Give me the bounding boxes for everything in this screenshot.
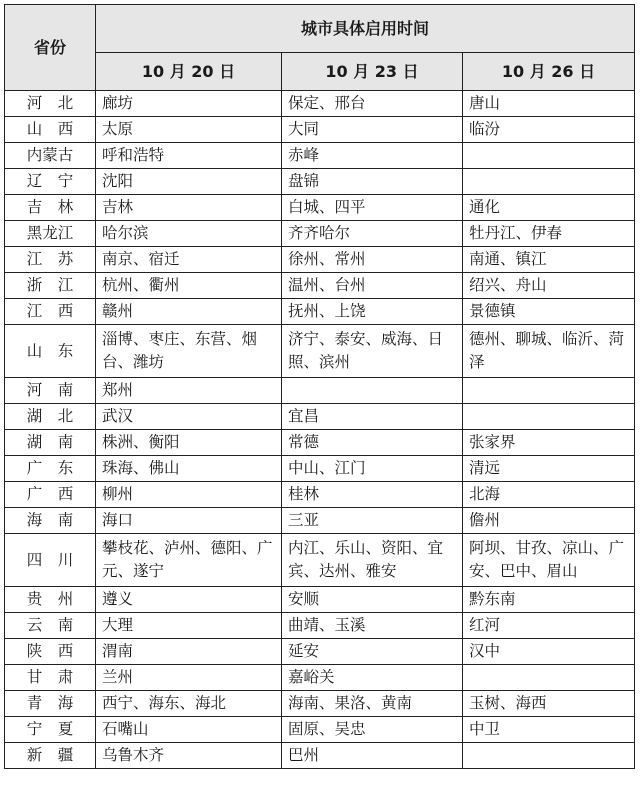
oct26-cell: 临汾 [463,117,635,143]
oct26-cell [463,743,635,769]
oct20-cell: 南京、宿迁 [96,247,282,273]
oct26-cell: 通化 [463,195,635,221]
header-date-3: 10 月 26 日 [463,53,635,91]
oct26-cell [463,665,635,691]
oct20-cell: 珠海、佛山 [96,456,282,482]
oct20-cell: 攀枝花、泸州、德阳、广元、遂宁 [96,534,282,587]
table-row [5,91,635,117]
province-cell: 山 东 [5,325,96,378]
table-row [5,587,635,613]
province-cell: 江 西 [5,299,96,325]
oct23-cell: 嘉峪关 [282,665,463,691]
table-row [5,169,635,195]
table-row [5,691,635,717]
oct23-cell: 内江、乐山、资阳、宜宾、达州、雅安 [282,534,463,587]
province-cell: 辽 宁 [5,169,96,195]
table-row [5,534,635,587]
table-row [5,430,635,456]
oct23-cell: 济宁、泰安、威海、日照、滨州 [282,325,463,378]
oct23-cell: 保定、邢台 [282,91,463,117]
table-body [5,91,635,769]
oct20-cell: 赣州 [96,299,282,325]
oct26-cell: 唐山 [463,91,635,117]
oct23-cell: 曲靖、玉溪 [282,613,463,639]
table-row [5,456,635,482]
oct20-cell: 遵义 [96,587,282,613]
oct20-cell: 渭南 [96,639,282,665]
oct23-cell: 常德 [282,430,463,456]
oct20-cell: 呼和浩特 [96,143,282,169]
oct26-cell [463,404,635,430]
oct26-cell: 汉中 [463,639,635,665]
province-cell: 浙 江 [5,273,96,299]
province-cell: 海 南 [5,508,96,534]
oct20-cell: 海口 [96,508,282,534]
province-cell: 新 疆 [5,743,96,769]
oct26-cell: 红河 [463,613,635,639]
oct20-cell: 株洲、衡阳 [96,430,282,456]
oct23-cell [282,378,463,404]
header-group: 城市具体启用时间 [96,5,635,53]
province-cell: 河 北 [5,91,96,117]
oct20-cell: 沈阳 [96,169,282,195]
table-row [5,404,635,430]
province-cell: 山 西 [5,117,96,143]
oct23-cell: 延安 [282,639,463,665]
table-row [5,195,635,221]
table-row [5,482,635,508]
oct26-cell: 张家界 [463,430,635,456]
province-cell: 广 东 [5,456,96,482]
city-schedule-table [4,4,635,769]
oct20-cell: 柳州 [96,482,282,508]
table-row [5,508,635,534]
oct26-cell: 德州、聊城、临沂、菏泽 [463,325,635,378]
province-cell: 广 西 [5,482,96,508]
province-cell: 吉 林 [5,195,96,221]
province-cell: 陕 西 [5,639,96,665]
oct23-cell: 盘锦 [282,169,463,195]
table-row [5,639,635,665]
oct26-cell: 阿坝、甘孜、凉山、广安、巴中、眉山 [463,534,635,587]
oct20-cell: 杭州、衢州 [96,273,282,299]
oct20-cell: 大理 [96,613,282,639]
province-cell: 贵 州 [5,587,96,613]
oct20-cell: 太原 [96,117,282,143]
oct20-cell: 哈尔滨 [96,221,282,247]
oct26-cell: 儋州 [463,508,635,534]
oct23-cell: 桂林 [282,482,463,508]
oct23-cell: 徐州、常州 [282,247,463,273]
province-cell: 黑龙江 [5,221,96,247]
province-cell: 甘 肃 [5,665,96,691]
oct23-cell: 赤峰 [282,143,463,169]
table-row [5,247,635,273]
oct26-cell: 玉树、海西 [463,691,635,717]
table-row [5,613,635,639]
province-cell: 宁 夏 [5,717,96,743]
table-row [5,143,635,169]
table-row [5,273,635,299]
header-date-2: 10 月 23 日 [282,53,463,91]
province-cell: 云 南 [5,613,96,639]
oct26-cell [463,143,635,169]
oct20-cell: 廊坊 [96,91,282,117]
province-cell: 湖 北 [5,404,96,430]
oct23-cell: 宜昌 [282,404,463,430]
province-cell: 青 海 [5,691,96,717]
oct23-cell: 海南、果洛、黄南 [282,691,463,717]
oct20-cell: 淄博、枣庄、东营、烟台、潍坊 [96,325,282,378]
oct26-cell: 绍兴、舟山 [463,273,635,299]
table-row [5,299,635,325]
oct26-cell: 景德镇 [463,299,635,325]
oct26-cell: 黔东南 [463,587,635,613]
oct23-cell: 三亚 [282,508,463,534]
oct26-cell: 清远 [463,456,635,482]
oct20-cell: 郑州 [96,378,282,404]
table-row [5,743,635,769]
oct23-cell: 中山、江门 [282,456,463,482]
oct23-cell: 温州、台州 [282,273,463,299]
oct26-cell: 中卫 [463,717,635,743]
oct20-cell: 兰州 [96,665,282,691]
oct20-cell: 西宁、海东、海北 [96,691,282,717]
table-row [5,117,635,143]
oct26-cell: 牡丹江、伊春 [463,221,635,247]
province-cell: 江 苏 [5,247,96,273]
oct23-cell: 齐齐哈尔 [282,221,463,247]
oct20-cell: 吉林 [96,195,282,221]
province-cell: 四 川 [5,534,96,587]
oct23-cell: 抚州、上饶 [282,299,463,325]
oct26-cell [463,378,635,404]
table-row [5,665,635,691]
oct26-cell: 南通、镇江 [463,247,635,273]
province-cell: 河 南 [5,378,96,404]
oct23-cell: 固原、吴忠 [282,717,463,743]
oct26-cell: 北海 [463,482,635,508]
province-cell: 内蒙古 [5,143,96,169]
oct23-cell: 大同 [282,117,463,143]
table-row [5,221,635,247]
oct20-cell: 石嘴山 [96,717,282,743]
header-date-1: 10 月 20 日 [96,53,282,91]
oct23-cell: 巴州 [282,743,463,769]
oct26-cell [463,169,635,195]
oct20-cell: 乌鲁木齐 [96,743,282,769]
header-province: 省份 [5,5,96,91]
province-cell: 湖 南 [5,430,96,456]
oct23-cell: 白城、四平 [282,195,463,221]
oct20-cell: 武汉 [96,404,282,430]
oct23-cell: 安顺 [282,587,463,613]
table-row [5,717,635,743]
table-row [5,378,635,404]
table-row [5,325,635,378]
